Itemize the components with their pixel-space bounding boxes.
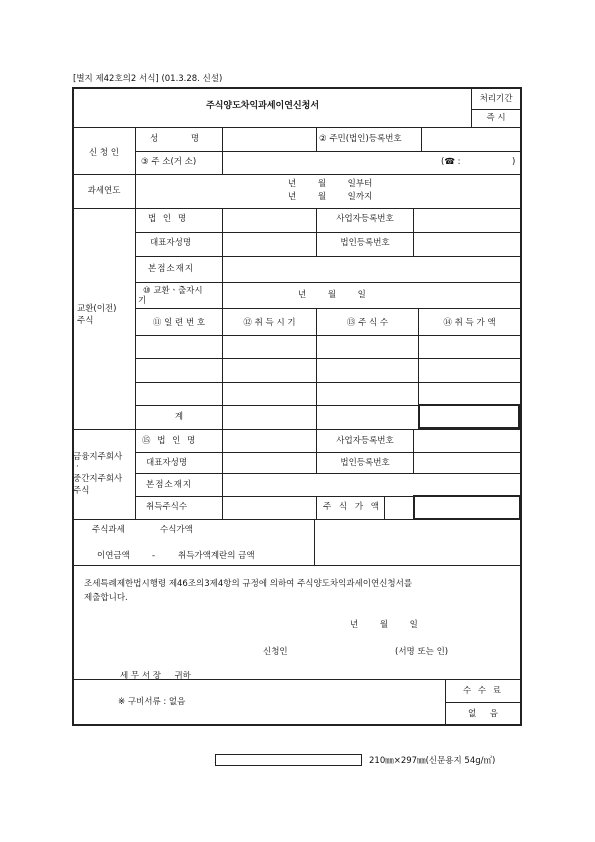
processing-period-value: 즉 시 — [486, 113, 506, 123]
processing-period-label: 처리기간 — [479, 94, 513, 104]
form-title: 주식양도차익과세이연신청서 — [206, 101, 320, 111]
fee-value: 없 음 — [468, 709, 498, 719]
exchange-corp-reg-field[interactable] — [414, 233, 519, 255]
exchange-hq-label: 본점소재지 — [148, 264, 195, 274]
address-field[interactable] — [223, 152, 433, 173]
exchange-rep-name-label: 대표자성명 — [150, 238, 192, 248]
holding-corp-reg-label: 법인등록번호 — [340, 458, 390, 468]
deferral-amount-field[interactable] — [315, 520, 519, 564]
recipient-label: 세 무 서 장 귀하 — [120, 671, 191, 679]
exchange-section-label-2: 주식 — [77, 316, 94, 326]
exchange-date-value[interactable]: 년 월 일 — [298, 290, 366, 300]
fee-label: 수 수 료 — [462, 686, 504, 696]
total-acquisition-amount-box — [418, 404, 520, 429]
signature-field[interactable]: (서명 또는 인) — [395, 647, 449, 657]
form-right-border — [520, 87, 522, 726]
deferral-minus-sign: - — [152, 551, 156, 561]
exchange-date-label: ⑩ 교환ㆍ출자시 — [143, 286, 203, 296]
deferral-amount-label: 이연금액 — [97, 551, 130, 561]
holding-corp-reg-field[interactable] — [414, 453, 519, 472]
name-label: 성 명 — [150, 134, 200, 144]
exchange-rep-name-field[interactable] — [223, 233, 315, 255]
exchange-biz-reg-label: 사업자등록번호 — [336, 214, 394, 224]
phone-label: (☎ : — [441, 157, 461, 167]
attachments-note: ※ 구비서류 : 없음 — [118, 697, 186, 707]
col-share-count: ⑬ 주 식 수 — [346, 318, 389, 328]
form-top-border — [72, 87, 522, 89]
holding-section-label-3: 중간지주회사 — [73, 474, 123, 484]
deferral-label: 주식과세 — [92, 525, 125, 535]
bottom-mark: . — [214, 756, 217, 766]
exchange-date-label-2: 기 — [138, 296, 147, 306]
holding-biz-reg-field[interactable] — [414, 430, 519, 451]
holding-rep-name-label: 대표자성명 — [146, 458, 188, 468]
holding-rep-name-field[interactable] — [223, 453, 315, 472]
bottom-stamp-box — [215, 754, 362, 766]
address-label: ③ 주 소(거 소) — [141, 157, 197, 167]
table-row[interactable] — [136, 336, 519, 357]
form-reference-note: [별지 제42호의2 서식] (01.3.28. 신설) — [73, 74, 223, 84]
form-left-border — [72, 87, 74, 726]
holding-biz-reg-label: 사업자등록번호 — [336, 436, 394, 446]
holding-section-label-4: 주식 — [73, 486, 90, 496]
holding-share-value-box[interactable] — [413, 495, 521, 520]
holding-corp-name-field[interactable] — [223, 430, 315, 451]
paper-spec: 210㎜×297㎜(신문용지 54g/㎡) — [369, 756, 496, 766]
declaration-date[interactable]: 년 월 일 — [350, 620, 418, 630]
exchange-corp-reg-label: 법인등록번호 — [340, 238, 390, 248]
id-number-label: ② 주민(법인)등록번호 — [319, 134, 402, 144]
col-acquisition-amount: ⑭ 취 득 가 액 — [443, 318, 496, 328]
exchange-corp-name-label: 법 인 명 — [148, 214, 187, 224]
total-label: 계 — [174, 412, 184, 422]
deferral-acquisition-amount-note: 취득가액계란의 금액 — [178, 551, 255, 561]
exchange-hq-field[interactable] — [223, 257, 519, 281]
declaration-text: 조세특례제한법시행령 제46조의3제4항의 규정에 의하여 주식양도차익과세이연신청서를 — [84, 579, 413, 589]
table-row[interactable] — [136, 359, 519, 381]
holding-hq-label: 본점소재지 — [146, 480, 193, 490]
exchange-corp-name-field[interactable] — [223, 209, 315, 231]
phone-close: ) — [512, 157, 516, 167]
table-row[interactable] — [136, 383, 519, 404]
exchange-section-label: 교환(이전) — [77, 304, 117, 314]
holding-hq-field[interactable] — [223, 474, 519, 495]
applicant-signature-label: 신청인 — [263, 647, 288, 657]
holding-acquired-shares-label: 취득주식수 — [146, 502, 188, 512]
col-acquisition-date: ⑫ 취 득 시 기 — [243, 318, 296, 328]
form-bottom-border — [72, 724, 522, 726]
declaration-text-2: 제출합니다. — [84, 593, 128, 603]
id-number-field[interactable] — [422, 128, 519, 150]
holding-section-label-2: · — [76, 462, 79, 472]
tax-year-from: 년 월 일부터 — [288, 179, 373, 189]
holding-section-label: 금융지주회사 — [73, 452, 123, 462]
holding-corp-name-label: ⑮ 법 인 명 — [142, 436, 196, 446]
recipient-line — [120, 671, 191, 679]
deferral-share-value-label: 수식가액 — [160, 525, 193, 535]
tax-year-to: 년 월 일까지 — [288, 192, 373, 202]
exchange-biz-reg-field[interactable] — [414, 209, 519, 231]
holding-share-value-label: 주 식 가 액 — [323, 502, 379, 512]
applicant-section-label: 신 청 인 — [88, 148, 120, 158]
name-field[interactable] — [223, 128, 315, 150]
tax-year-label: 과세연도 — [87, 186, 121, 196]
holding-acquired-shares-field[interactable] — [223, 497, 315, 518]
col-serial-number: ⑪ 일 련 번 호 — [152, 318, 206, 328]
